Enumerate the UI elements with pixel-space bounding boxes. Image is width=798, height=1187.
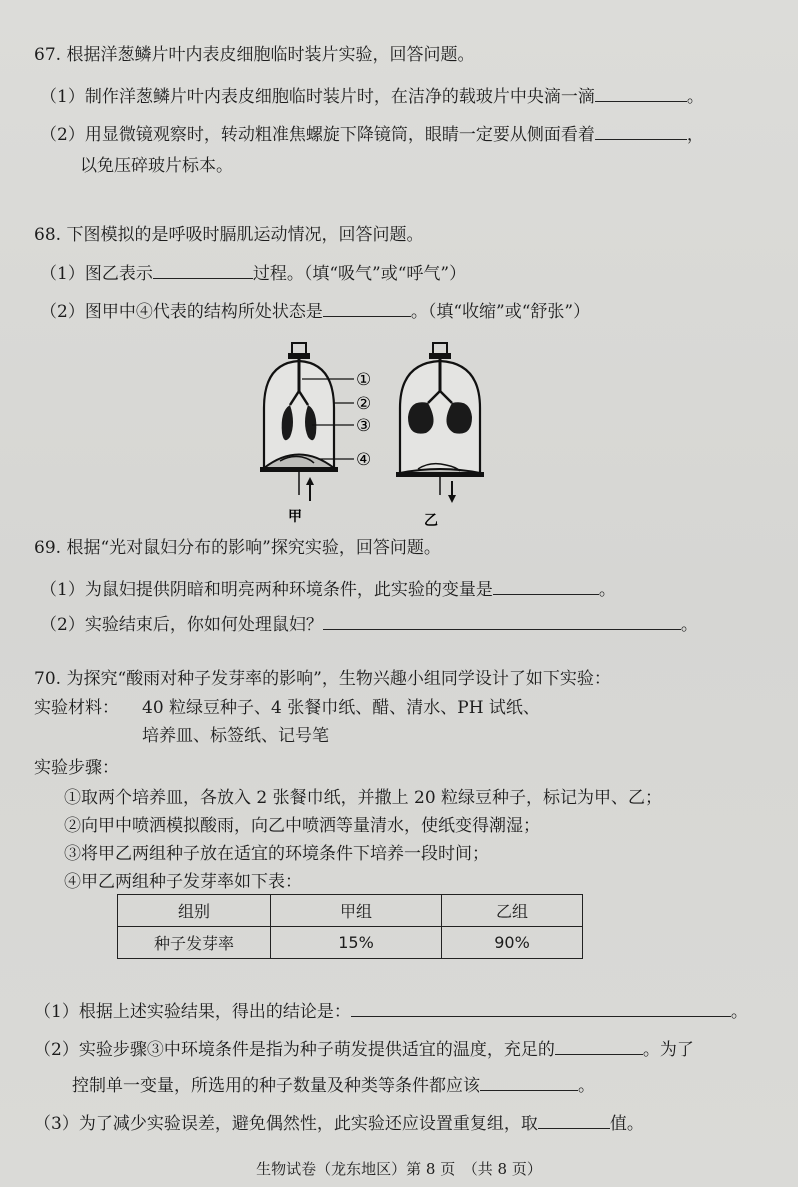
q70-blank3[interactable] (480, 1072, 578, 1091)
q70-blank4[interactable] (538, 1110, 610, 1129)
q68-part2: （2）图甲中④代表的结构所处状态是 。（填“收缩”或“舒张”） (40, 298, 590, 323)
q70-part1: （1）根据上述实验结果，得出的结论是： 。 (34, 998, 748, 1023)
q70-materials-line2: 培养皿、标签纸、记号笔 (142, 726, 329, 746)
q70-step-2: ②向甲中喷洒模拟酸雨，向乙中喷洒等量清水，使纸变得潮湿； (64, 816, 540, 836)
q70-steps-label: 实验步骤： (34, 758, 119, 778)
jar-jia (260, 343, 354, 501)
label-1: ① (356, 370, 372, 390)
q70-materials-line1: 40 粒绿豆种子、4 张餐巾纸、醋、清水、PH 试纸、 (142, 698, 540, 718)
caption-yi: 乙 (424, 513, 438, 529)
q70-blank1[interactable] (351, 998, 731, 1017)
caption-jia: 甲 (288, 509, 302, 525)
label-3: ③ (356, 416, 372, 436)
label-4: ④ (356, 450, 372, 470)
q68-part1: （1）图乙表示 过程。（填“吸气”或“呼气”） (40, 260, 466, 285)
q68-blank2[interactable] (323, 298, 411, 317)
q69-part1: （1）为鼠妇提供阴暗和明亮两种环境条件，此实验的变量是 。 (40, 576, 616, 601)
table-row-label: 种子发芽率 (118, 927, 271, 959)
page-footer: 生物试卷（龙东地区）第 8 页 （共 8 页） (256, 1160, 542, 1178)
table-cell-yi: 90% (442, 927, 583, 959)
q68-blank1[interactable] (153, 260, 253, 279)
q70-step-1: ①取两个培养皿，各放入 2 张餐巾纸，并撒上 20 粒绿豆种子，标记为甲、乙； (64, 788, 663, 808)
q67-title: 67. 根据洋葱鳞片叶内表皮细胞临时装片实验，回答问题。 (34, 45, 475, 65)
q70-step-4: ④甲乙两组种子发芽率如下表： (64, 872, 302, 892)
q70-blank2[interactable] (555, 1036, 643, 1055)
q70-materials-label: 实验材料： (34, 698, 119, 718)
q69-blank2[interactable] (323, 611, 681, 630)
table-header-row (118, 895, 583, 927)
q69-blank1[interactable] (493, 576, 599, 595)
table-row (118, 927, 583, 959)
q67-part2: （2）用显微镜观察时，转动粗准焦螺旋下降镜筒，眼睛一定要从侧面看着 ， (40, 121, 704, 146)
bell-jar-diagram (250, 333, 510, 533)
jar-yi (396, 343, 484, 503)
q70-step-3: ③将甲乙两组种子放在适宜的环境条件下培养一段时间； (64, 844, 489, 864)
q70-title: 70. 为探究“酸雨对种子发芽率的影响”，生物兴趣小组同学设计了如下实验： (34, 669, 611, 689)
label-2: ② (356, 394, 372, 414)
q69-title: 69. 根据“光对鼠妇分布的影响”探究实验，回答问题。 (34, 538, 441, 558)
table-cell-jia: 15% (271, 927, 442, 959)
q70-part2-continued: 控制单一变量，所选用的种子数量及种类等条件都应该 。 (72, 1072, 595, 1097)
q67-blank2[interactable] (595, 121, 687, 140)
q67-part2-continued: 以免压碎玻片标本。 (80, 156, 233, 176)
q69-part2: （2）实验结束后，你如何处理鼠妇？ 。 (40, 611, 698, 636)
q67-part1: （1）制作洋葱鳞片叶内表皮细胞临时装片时，在洁净的载玻片中央滴一滴 。 (40, 83, 704, 108)
q70-part3: （3）为了减少实验误差，避免偶然性，此实验还应设置重复组，取 值。 (34, 1110, 644, 1135)
table-header-jia: 甲组 (271, 895, 442, 927)
q68-title: 68. 下图模拟的是呼吸时膈肌运动情况，回答问题。 (34, 225, 424, 245)
q67-blank1[interactable] (595, 83, 687, 102)
table-header-group: 组别 (118, 895, 271, 927)
q70-part2: （2）实验步骤③中环境条件是指为种子萌发提供适宜的温度，充足的 。为了 (34, 1036, 694, 1061)
germination-table (117, 894, 583, 959)
table-header-yi: 乙组 (442, 895, 583, 927)
